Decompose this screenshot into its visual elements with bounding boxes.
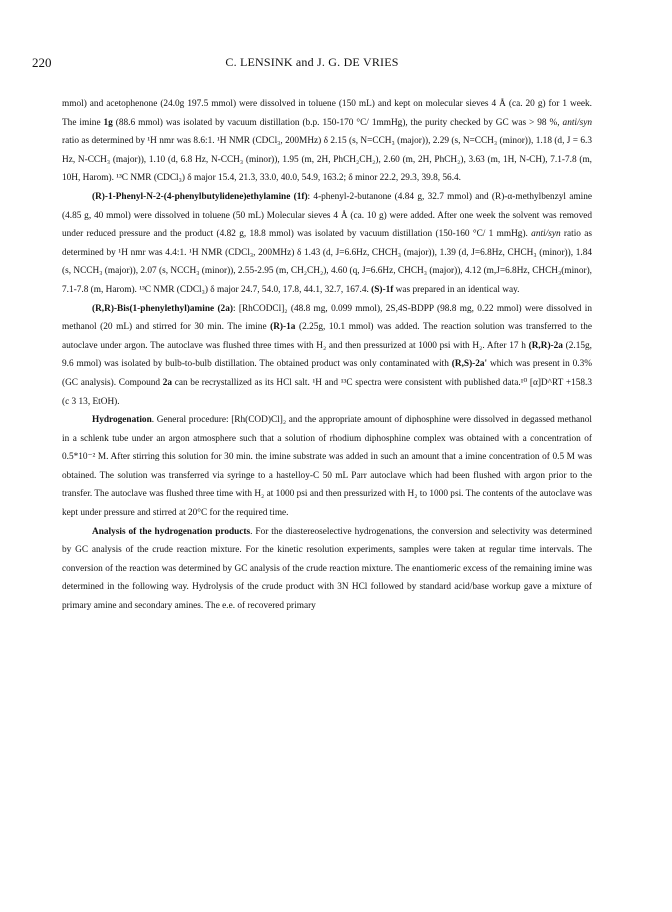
page-body — [62, 95, 592, 616]
bold-term: 1g — [103, 117, 113, 128]
bold-term: (R,R)-2a — [528, 340, 563, 351]
text-run: ratio as determined by ¹H nmr was 4.4:1. ¹H NMR (CDCl₃, 200MHz) δ 1.43 (d, J=6.6Hz, CHCH₃ (major)), 1.39 (d, J=6.8Hz, CHCH₃ (minor)), 1.84 (s, NCCH₃ (major)), 2.07 (s, NCCH₃ (minor)), 2.55-2.95 (m, CH₂CH₂), 4.60 (q, J=6.6Hz, CHCH₃ (major)), 4.12 (m,J=6.8Hz, CHCH₃(minor), 7.1-7.8 (m, Harom). ¹³C NMR (CDCl₃) δ major 24.7, 54.0, 17.8, 44.1, 32.7, 167.4. — [62, 229, 593, 295]
text-run: can be recrystallized as its HCl salt. ¹H and ¹³C spectra were consistent with published data.¹⁰ [α]D^RT +158.3 (c 3 13, EtOH). — [62, 377, 592, 407]
text-run: ratio as determined by ¹H nmr was 8.6:1. ¹H NMR (CDCl₃, 200MHz) δ 2.15 (s, N=CCH₃ (major)), 2.29 (s, N=CCH₃ (minor)), 1.18 (d, J = 6.3 Hz, N-CCH₃ (major)), 1.10 (d, 6.8 Hz, N-CCH₃ (minor)), 1.95 (m, 2H, PhCH₂CH₂), 2.60 (m, 2H, PhCH₂), 3.63 (m, 1H, N-CH), 7.1-7.8 (m, 10H, Harom). ¹³C NMR (CDCl₃) δ major 15.4, 21.3, 33.0, 40.0, 54.9, 163.2; δ minor 22.2, 29.3, 39.8, 56.4. — [62, 136, 592, 184]
bold-term: (R,S)-2a' — [451, 359, 488, 370]
page-header — [32, 55, 592, 75]
bold-term: Analysis of the hydrogenation products — [92, 526, 251, 537]
paragraph-p1 — [62, 95, 592, 188]
bold-term: (R,R)-Bis(1-phenylethyl)amine (2a) — [92, 303, 233, 314]
bold-term: (R)-1-Phenyl-N-2-(4-phenylbutylidene)ethylamine (1f) — [92, 191, 308, 202]
text-run: which was present in 0.3% (GC analysis). Compound — [62, 359, 592, 388]
bold-term: (S)-1f — [371, 284, 394, 295]
italic-term: anti/syn — [531, 229, 561, 240]
running-head: C. LENSINK and J. G. DE VRIES — [225, 55, 399, 69]
text-run: . General procedure: [Rh(COD)Cl]₂ and the appropriate amount of diphosphine were dissolved in degassed methanol in a schlenk tube under an argon atmosphere such that a solution of rhodium diphosphine complex was obtained with a concentration of 0.5*10⁻² M. After stirring this solution for 30 min. the imine substrate was added in such an amount that a imine concentration of 0.5 M was obtained. The solution was transferred via syringe to a hastelloy-C 50 mL Parr autoclave which had been flushed with argon prior to the transfer. The autoclave was flushed three time with H₂ at 1000 psi and then pressurized with H₂ to 1000 psi. The contents of the autoclave was kept under pressure and stirred at 20°C for the required time. — [62, 415, 592, 519]
paragraph-p3 — [62, 300, 592, 412]
text-run: mmol) and acetophenone (24.0g 197.5 mmol) were dissolved in toluene (150 mL) and kept on molecular sieves 4 Å (ca. 20 g) for 1 week. The imine — [62, 99, 592, 128]
text-run: : [RhCODCl]₂ (48.8 mg, 0.099 mmol), 2S,4S-BDPP (98.8 mg, 0.22 mmol) were dissolved in methanol (20 mL) and stirred for 30 min. The imine — [62, 303, 592, 333]
text-run: (2.15g, 9.6 mmol) was isolated by bulb-to-bulb distillation. The obtained product was only contaminated with — [62, 340, 592, 370]
text-run: was prepared in an identical way. — [393, 284, 520, 295]
text-run: : 4-phenyl-2-butanone (4.84 g, 32.7 mmol) and (R)-α-methylbenzyl amine (4.85 g, 40 mmol) were dissolved in toluene (50 mL) Molecular sieves 4 Å (ca. 10 g) were added. After one week the solvent was removed under reduced pressure and the product (4.82 g, 18.8 mmol) was isolated by vacuum distillation (150-160 °C/ 1 mmHg). — [62, 191, 592, 240]
bold-term: (R)-1a — [270, 322, 296, 333]
paragraph-p2 — [62, 188, 592, 300]
paragraph-p5 — [62, 523, 592, 616]
paragraph-p4 — [62, 411, 592, 523]
text-run: (2.25g, 10.1 mmol) was added. The reaction solution was transferred to the autoclave under argon. The autoclave was flushed three times with H₂ and then pressurized at 1000 psi with H₂. After 17 h — [62, 322, 592, 351]
text-run: . For the diastereoselective hydrogenations, the conversion and selectivity was determined by GC analysis of the crude reaction mixture. For the kinetic resolution experiments, samples were taken at regular time intervals. The conversion of the reaction was determined by GC analysis of the crude reaction mixture. The enantiomeric excess of the remaining imine was determined in the following way. Hydrolysis of the crude product with 3N HCl followed by standard acid/base workup gave a mixture of primary amine and secondary amines. The e.e. of recovered primary — [62, 526, 592, 612]
bold-term: 2a — [162, 377, 173, 388]
text-run: (88.6 mmol) was isolated by vacuum distillation (b.p. 150-170 °C/ 1mmHg), the purity checked by GC was > 98 %, — [112, 117, 563, 128]
bold-term: Hydrogenation — [92, 415, 152, 426]
italic-term: anti/syn — [562, 117, 592, 128]
page-number: 220 — [32, 55, 52, 70]
